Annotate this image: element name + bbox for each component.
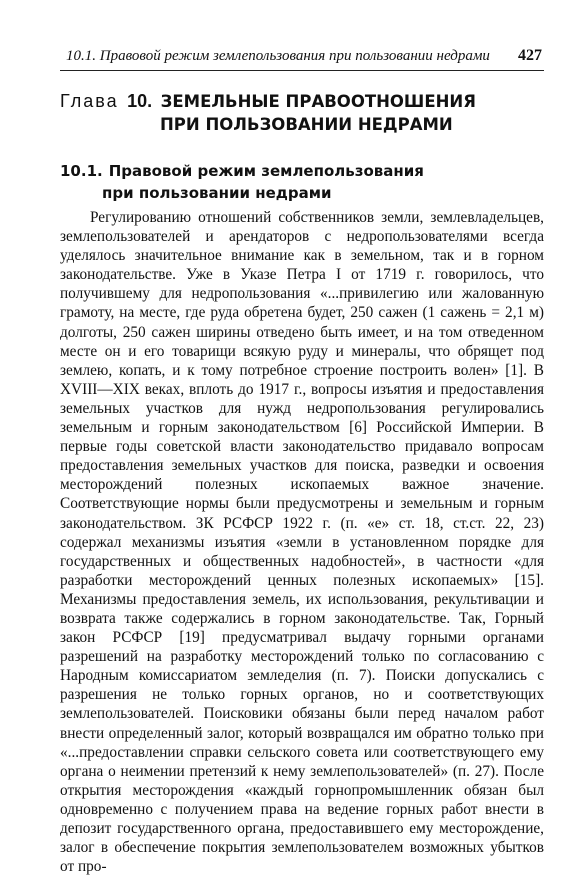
section-number: 10.1. bbox=[60, 162, 103, 180]
body-paragraph: Регулированию отношений собственников земли, землевладельцев, землепользователей и арендаторов с недропользователями всегда уделялось значительное внимание как в земельном, так и в горном законодательстве. Уже в Указе Петра I от 1719 г. говорилось, что получившему для недропользования «...привилегию или жалованную грамоту, на месте, где руда обретена будет, 250 сажен (1 сажень = 2,1 м) долготы, 250 сажен ширины отведено быть имеет, и на том отведенном месте он и его товарищи всякую руду и минералы, что обрящет под землею, копать, и к тому потребное строение построить волен» [1]. В XVIII—XIX веках, вплоть до 1917 г., вопросы изъятия и предоставления земельных участков для нужд недропользования регулировались земельным и горным законодательством [6] Российской Империи. В первые годы советской власти законодательство придавало вопросам предоставления земельных участков для поиска, разведки и освоения месторождений полезных ископаемых важное значение. Соответствующие нормы были предусмотрены и земельным и горным законодательством. ЗК РСФСР 1922 г. (п. «е» ст. 18, ст.ст. 22, 23) содержал механизмы изъятия «земли в установленном порядке для государственных и общественных надобностей», в частности «для разработки месторождений ценных полезных ископаемых» [15]. Механизмы предоставления земель, их использования, рекультивации и возврата также содержались в горном законодательстве. Так, Горный закон РСФСР [19] предусматривал выдачу горными органами разрешений на разработку месторождений только по согласованию с Народным комиссариатом земледелия (п. 7). Поиски допускались с разрешения не только горных органов, но и соответствующих землепользователей. Поисковики обязаны были перед началом работ внести определенный залог, который возвращался им обратно только при «...предоставлении справки сельского совета или соответствующего ему органа о неимении претензий к нему землепользователей» (п. 27). После открытия месторождения «каждый горнопромышленник обязан был одновременно с получением права на ведение горных работ внести в депозит государственного органа, предоставившего ему месторождение, залог в обеспечение покрытия землепользователем возможных убытков от про- bbox=[60, 209, 544, 876]
chapter-label: Глава bbox=[60, 91, 119, 111]
chapter-number: 10. bbox=[127, 91, 153, 111]
page-number: 427 bbox=[518, 47, 542, 64]
chapter-title-line1: ЗЕМЕЛЬНЫЕ ПРАВООТНОШЕНИЯ bbox=[160, 92, 476, 111]
section-title bbox=[60, 160, 544, 204]
running-header bbox=[60, 44, 544, 71]
chapter-title-line2: ПРИ ПОЛЬЗОВАНИИ НЕДРАМИ bbox=[160, 115, 453, 134]
section-title-line1: Правовой режим землепользования bbox=[108, 162, 424, 180]
section-title-line2: при пользовании недрами bbox=[102, 184, 332, 202]
running-title: 10.1. Правовой режим землепользования при пользовании недрами bbox=[66, 48, 490, 64]
chapter-title bbox=[60, 90, 544, 136]
